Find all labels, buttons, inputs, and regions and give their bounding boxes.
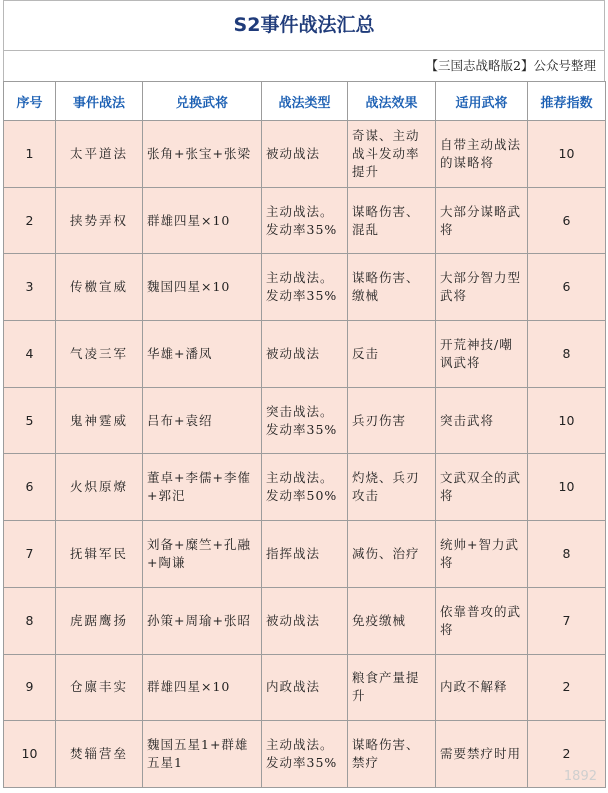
type-cell: 指挥战法 [262,521,348,588]
score-cell: 8 [528,521,606,588]
table-row [4,321,606,388]
score-cell: 2 [528,654,606,721]
source-note: 【三国志战略版2】公众号整理 [3,50,605,81]
tactics-table [3,81,606,788]
watermark: 1892 [563,768,597,784]
row-index: 1 [4,121,56,188]
page-title: S2事件战法汇总 [3,0,605,50]
tactic-name: 仓廪丰实 [56,654,143,721]
type-cell: 内政战法 [262,654,348,721]
row-index: 10 [4,721,56,788]
generals-cell: 张角+张宝+张梁 [143,121,262,188]
row-index: 7 [4,521,56,588]
header-effect: 战法效果 [348,82,436,121]
table-row [4,521,606,588]
header-type: 战法类型 [262,82,348,121]
generals-cell: 魏国五星1+群雄五星1 [143,721,262,788]
generals-cell: 华雄+潘凤 [143,321,262,388]
type-cell: 突击战法。发动率35% [262,387,348,454]
suited-cell: 大部分谋略武将 [436,187,528,254]
tactic-name: 传檄宣威 [56,254,143,321]
type-cell: 被动战法 [262,121,348,188]
table-row [4,587,606,654]
tactic-name: 挟势弄权 [56,187,143,254]
type-cell: 被动战法 [262,587,348,654]
row-index: 5 [4,387,56,454]
score-cell: 8 [528,321,606,388]
type-cell: 主动战法。发动率50% [262,454,348,521]
suited-cell: 依靠普攻的武将 [436,587,528,654]
suited-cell: 突击武将 [436,387,528,454]
effect-cell: 谋略伤害、缴械 [348,254,436,321]
table-row [4,254,606,321]
table-row [4,387,606,454]
score-cell: 7 [528,587,606,654]
tactic-name: 火炽原燎 [56,454,143,521]
suited-cell: 开荒神技/嘲讽武将 [436,321,528,388]
effect-cell: 兵刃伤害 [348,387,436,454]
row-index: 3 [4,254,56,321]
tactic-name: 太平道法 [56,121,143,188]
suited-cell: 统帅+智力武将 [436,521,528,588]
generals-cell: 群雄四星×10 [143,187,262,254]
header-index: 序号 [4,82,56,121]
header-generals: 兑换武将 [143,82,262,121]
tactic-name: 鬼神霆威 [56,387,143,454]
effect-cell: 灼烧、兵刃攻击 [348,454,436,521]
tactic-name: 焚辎营垒 [56,721,143,788]
generals-cell: 魏国四星×10 [143,254,262,321]
suited-cell: 自带主动战法的谋略将 [436,121,528,188]
score-cell: 10 [528,454,606,521]
suited-cell: 文武双全的武将 [436,454,528,521]
effect-cell: 免疫缴械 [348,587,436,654]
table-row [4,187,606,254]
generals-cell: 孙策+周瑜+张昭 [143,587,262,654]
table-row [4,721,606,788]
table-row [4,121,606,188]
generals-cell: 刘备+糜竺+孔融+陶谦 [143,521,262,588]
summary-sheet [3,0,605,788]
suited-cell: 内政不解释 [436,654,528,721]
header-score: 推荐指数 [528,82,606,121]
score-cell: 10 [528,387,606,454]
generals-cell: 董卓+李儒+李傕+郭汜 [143,454,262,521]
suited-cell: 需要禁疗时用 [436,721,528,788]
row-index: 8 [4,587,56,654]
type-cell: 被动战法 [262,321,348,388]
generals-cell: 吕布+袁绍 [143,387,262,454]
effect-cell: 减伤、治疗 [348,521,436,588]
score-cell: 6 [528,254,606,321]
tactic-name: 气凌三军 [56,321,143,388]
table-row [4,654,606,721]
type-cell: 主动战法。发动率35% [262,721,348,788]
score-cell: 2 [528,721,606,788]
effect-cell: 谋略伤害、禁疗 [348,721,436,788]
effect-cell: 粮食产量提升 [348,654,436,721]
generals-cell: 群雄四星×10 [143,654,262,721]
row-index: 6 [4,454,56,521]
row-index: 4 [4,321,56,388]
header-suited: 适用武将 [436,82,528,121]
score-cell: 6 [528,187,606,254]
type-cell: 主动战法。发动率35% [262,187,348,254]
effect-cell: 奇谋、主动战斗发动率提升 [348,121,436,188]
tactic-name: 抚辑军民 [56,521,143,588]
row-index: 9 [4,654,56,721]
suited-cell: 大部分智力型武将 [436,254,528,321]
type-cell: 主动战法。发动率35% [262,254,348,321]
effect-cell: 反击 [348,321,436,388]
row-index: 2 [4,187,56,254]
table-row [4,454,606,521]
header-tactic: 事件战法 [56,82,143,121]
score-cell: 10 [528,121,606,188]
tactic-name: 虎踞鹰扬 [56,587,143,654]
table-header-row [4,82,606,121]
effect-cell: 谋略伤害、混乱 [348,187,436,254]
